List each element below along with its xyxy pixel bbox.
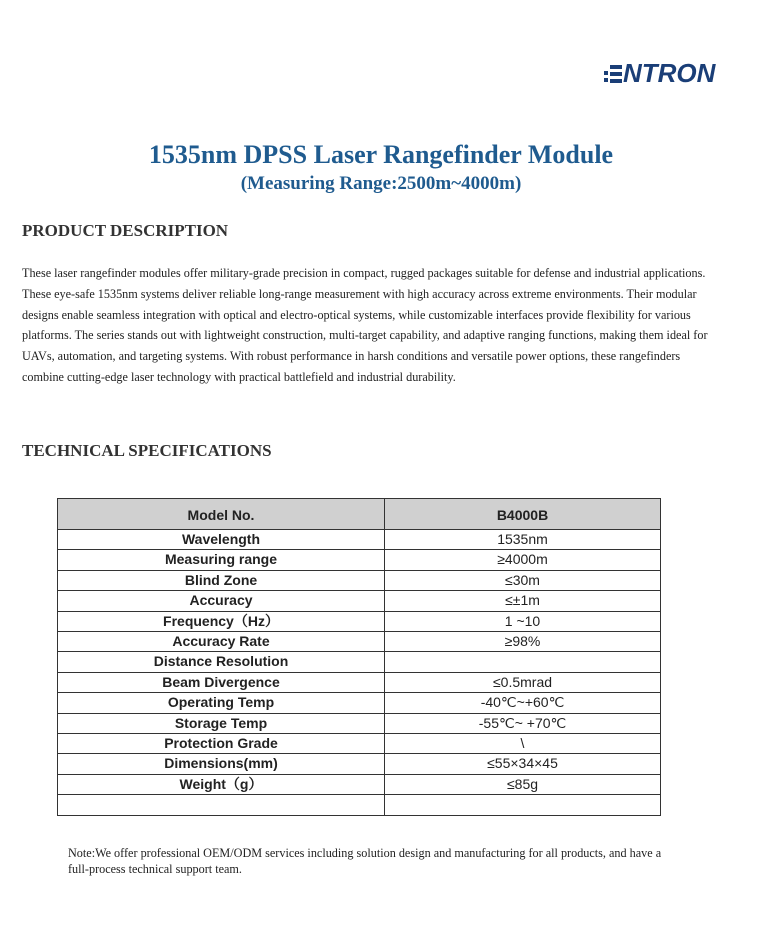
page-title: 1535nm DPSS Laser Rangefinder Module xyxy=(148,140,614,169)
table-row xyxy=(58,652,661,672)
spec-label: Accuracy xyxy=(58,591,385,611)
table-row xyxy=(58,632,661,652)
spec-label: Frequency（Hz） xyxy=(58,611,385,631)
spec-label: Protection Grade xyxy=(58,734,385,754)
spec-value: ≤85g xyxy=(385,774,661,794)
table-row xyxy=(58,550,661,570)
spec-label: Beam Divergence xyxy=(58,672,385,692)
spec-label: Accuracy Rate xyxy=(58,632,385,652)
spec-value: \ xyxy=(385,734,661,754)
specifications-table xyxy=(57,498,661,816)
spec-label: Wavelength xyxy=(58,530,385,550)
brand-logo xyxy=(604,58,715,89)
spec-label: Operating Temp xyxy=(58,693,385,713)
spec-value: 1 ~10 xyxy=(385,611,661,631)
spec-label xyxy=(58,795,385,815)
spec-label: Blind Zone xyxy=(58,570,385,590)
specifications-table-body xyxy=(58,530,661,816)
table-row xyxy=(58,734,661,754)
spec-value xyxy=(385,795,661,815)
table-row xyxy=(58,713,661,733)
spec-value: ≤30m xyxy=(385,570,661,590)
logo-e-mark-icon xyxy=(604,64,622,84)
logo-text: NTRON xyxy=(623,58,716,88)
column-header-model: Model No. xyxy=(58,499,385,530)
page-subtitle: (Measuring Range:2500m~4000m) xyxy=(240,173,522,194)
spec-value: ≥98% xyxy=(385,632,661,652)
table-row xyxy=(58,774,661,794)
table-row xyxy=(58,672,661,692)
oem-note: Note:We offer professional OEM/ODM services including solution design and manufacturing for all products, and have a full-process technical support team. xyxy=(68,846,662,876)
table-row xyxy=(58,530,661,550)
technical-specifications-heading: TECHNICAL SPECIFICATIONS xyxy=(22,441,272,460)
table-row xyxy=(58,754,661,774)
spec-label: Measuring range xyxy=(58,550,385,570)
spec-label: Distance Resolution xyxy=(58,652,385,672)
spec-value: ≤±1m xyxy=(385,591,661,611)
spec-value: -40℃~+60℃ xyxy=(385,693,661,713)
table-header-row xyxy=(58,499,661,530)
spec-label: Dimensions(mm) xyxy=(58,754,385,774)
spec-value: 1535nm xyxy=(385,530,661,550)
spec-value xyxy=(385,652,661,672)
spec-label: Weight（g） xyxy=(58,774,385,794)
product-description-heading: PRODUCT DESCRIPTION xyxy=(22,221,229,240)
product-description-text: These laser rangefinder modules offer military-grade precision in compact, rugged packages suitable for defense and industrial applications. These eye-safe 1535nm systems deliver reliable long-range measurement with high accuracy across extreme environments. Their modular designs enable seamless integration with optical and electro-optical systems, while customizable interfaces provide flexibility for various platforms. The series stands out with lightweight construction, multi-target capability, and adaptive ranging functions, making them ideal for UAVs, automation, and targeting systems. With robust performance in harsh conditions and versatile power options, these rangefinders combine cutting-edge laser technology with practical battlefield and industrial durability. xyxy=(22,266,708,384)
table-row xyxy=(58,611,661,631)
table-row xyxy=(58,570,661,590)
spec-label: Storage Temp xyxy=(58,713,385,733)
spec-value: ≤0.5mrad xyxy=(385,672,661,692)
table-row xyxy=(58,591,661,611)
spec-value: ≤55×34×45 xyxy=(385,754,661,774)
column-header-model-value: B4000B xyxy=(385,499,661,530)
spec-value: -55℃~ +70℃ xyxy=(385,713,661,733)
table-row xyxy=(58,693,661,713)
table-row xyxy=(58,795,661,815)
spec-value: ≥4000m xyxy=(385,550,661,570)
